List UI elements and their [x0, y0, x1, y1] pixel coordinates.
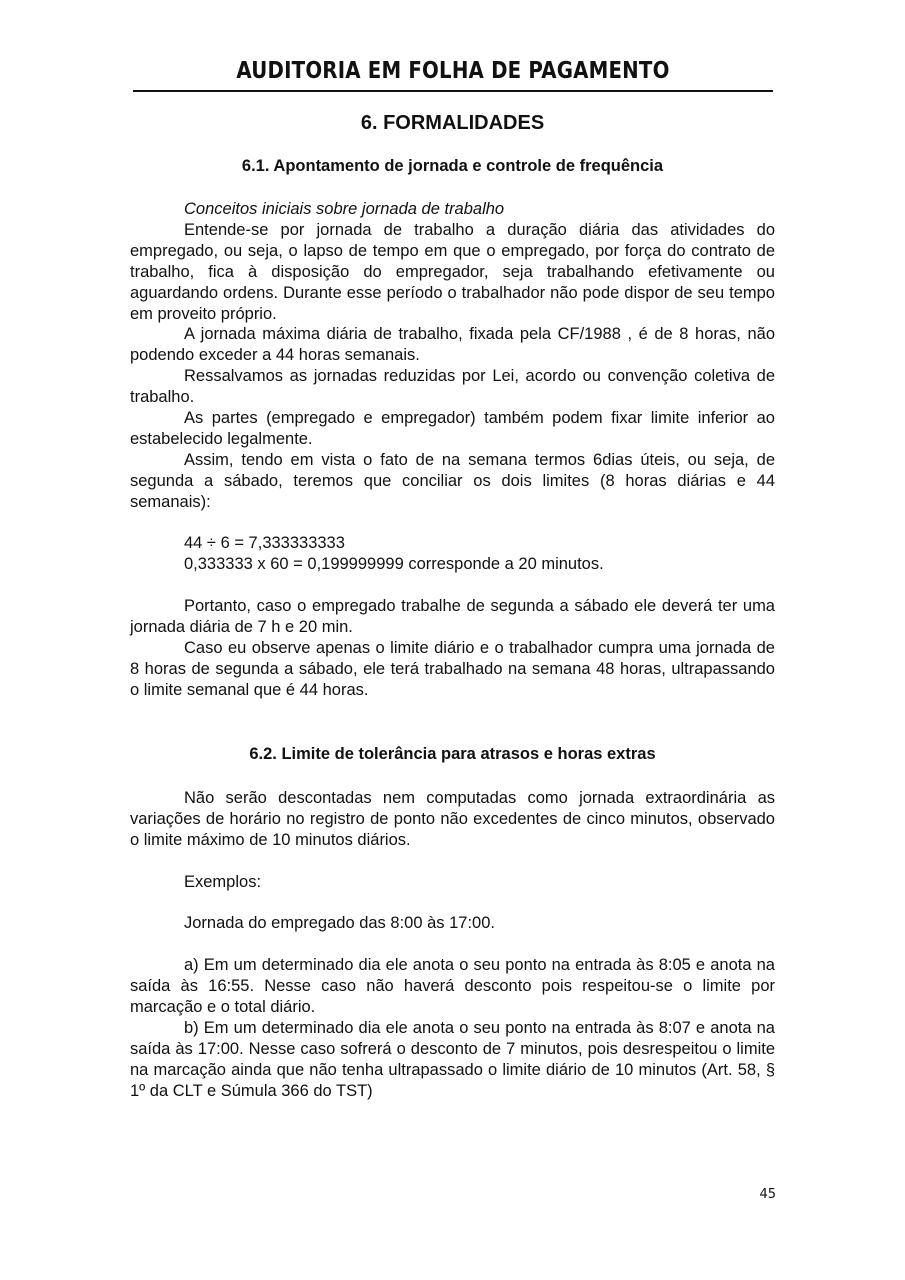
calculation-line: 44 ÷ 6 = 7,333333333	[184, 534, 345, 553]
paragraph: As partes (empregado e empregador) também podem fixar limite inferior ao estabelecido legalmente.	[130, 409, 775, 448]
paragraph: Ressalvamos as jornadas reduzidas por Lei, acordo ou convenção coletiva de trabalho.	[130, 367, 775, 407]
spacer	[130, 934, 775, 955]
header-title: AUDITORIA EM FOLHA DE PAGAMENTO	[236, 58, 670, 84]
paragraph: Assim, tendo em vista o fato de na semana termos 6dias úteis, ou seja, de segunda a sábado, teremos que conciliar os dois limites (8 horas diárias e 44 semanais):	[130, 450, 775, 511]
paragraph: Caso eu observe apenas o limite diário e o trabalhador cumpra uma jornada de 8 horas de segunda a sábado, ele terá trabalhado na semana 48 horas, ultrapassando o limite semanal que é 44 horas.	[130, 639, 775, 699]
section-heading-6-1: 6.1. Apontamento de jornada e controle de frequência	[241, 157, 664, 175]
paragraph: Entende-se por jornada de trabalho a duração diária das atividades do empregado, ou seja, o lapso de tempo em que o empregado, por força do contrato de trabalho, fica à disposição do empregador, seja trabalhando efetivamente ou aguardando ordens. Durante esse período o trabalhador não pode dispor de seu tempo em proveito próprio.	[130, 220, 775, 323]
section-6-2-body	[130, 788, 775, 1102]
examples-label: Exemplos:	[184, 872, 262, 891]
running-header	[133, 56, 773, 92]
chapter-heading: 6. FORMALIDADES	[360, 112, 545, 134]
paragraph: A jornada máxima diária de trabalho, fixada pela CF/1988 , é de 8 horas, não podendo exceder a 44 horas semanais.	[130, 325, 775, 365]
calculation-line: 0,333333 x 60 = 0,199999999 corresponde a 20 minutos.	[184, 555, 604, 574]
example-b: b) Em um determinado dia ele anota o seu ponto na entrada às 8:07 e anota na saída às 17:00. Nesse caso sofrerá o desconto de 7 minutos, pois desrespeitou o limite na marcação ainda que não tenha ultrapassado o limite diário de 10 minutos (Art. 58, § 1º da CLT e Súmula 366 do TST)	[130, 1018, 775, 1100]
spacer	[130, 893, 775, 914]
spacer	[130, 575, 775, 596]
section-heading-6-2: 6.2. Limite de tolerância para atrasos e horas extras	[249, 745, 656, 763]
spacer	[130, 851, 775, 872]
paragraph: Não serão descontadas nem computadas como jornada extraordinária as variações de horário no registro de ponto não excedentes de cinco minutos, observado o limite máximo de 10 minutos diários.	[130, 789, 775, 849]
spacer	[130, 513, 775, 534]
header-rule	[133, 90, 773, 92]
section-subtitle: Conceitos iniciais sobre jornada de trabalho	[184, 200, 505, 218]
section-6-1-body	[130, 199, 775, 701]
paragraph: Portanto, caso o empregado trabalhe de segunda a sábado ele deverá ter uma jornada diária de 7 h e 20 min.	[130, 597, 775, 637]
schedule-line: Jornada do empregado das 8:00 às 17:00.	[184, 914, 495, 933]
page-number: 45	[759, 1187, 776, 1202]
example-a: a) Em um determinado dia ele anota o seu ponto na entrada às 8:05 e anota na saída às 16:55. Nesse caso não haverá desconto pois respeitou-se o limite por marcação e o total diário.	[130, 956, 775, 1017]
